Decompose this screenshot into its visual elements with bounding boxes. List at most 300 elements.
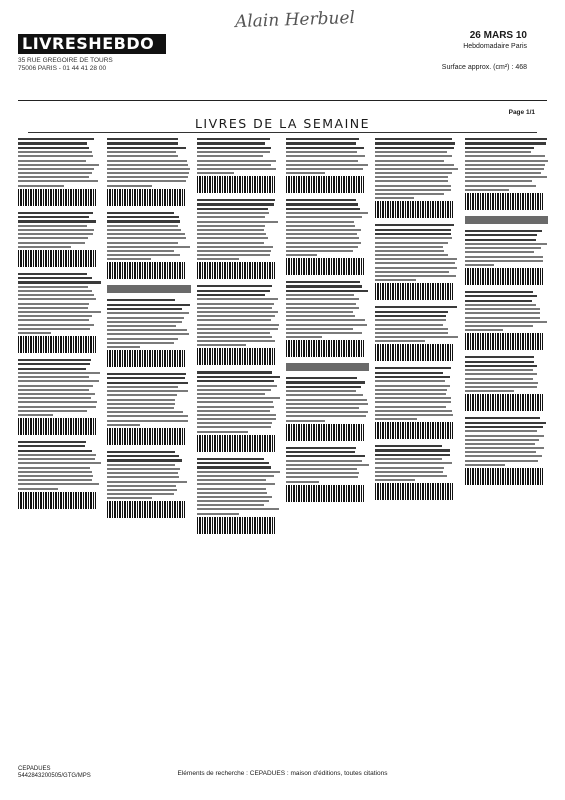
text-line: [18, 142, 87, 144]
text-line: [18, 406, 96, 408]
text-line: [465, 260, 543, 262]
text-line: [197, 431, 248, 433]
book-entry: [465, 417, 548, 485]
text-line: [197, 376, 280, 378]
text-line: [286, 464, 369, 466]
text-line: [465, 168, 544, 170]
text-line: [286, 250, 353, 252]
isbn-barcode: [197, 435, 275, 452]
book-entry: [465, 138, 548, 210]
text-line: [18, 397, 91, 399]
text-line: [465, 329, 503, 331]
text-line: [286, 138, 359, 140]
text-line: [18, 180, 98, 182]
entry-text: [107, 451, 190, 500]
text-line: [107, 155, 178, 157]
text-line: [197, 344, 246, 346]
text-line: [107, 399, 174, 401]
entry-text: [465, 138, 548, 191]
text-line: [18, 147, 89, 149]
book-entry: [375, 224, 458, 300]
text-line: [375, 340, 425, 342]
page-number: Page 1/1: [508, 109, 535, 116]
text-line: [286, 246, 358, 248]
text-line: [375, 151, 446, 153]
text-line: [107, 394, 176, 396]
text-line: [465, 373, 537, 375]
isbn-barcode: [197, 262, 275, 279]
isbn-barcode: [197, 517, 275, 534]
isbn-barcode: [465, 394, 543, 411]
entry-text: [197, 371, 280, 432]
text-line: [107, 415, 188, 417]
text-line: [465, 455, 542, 457]
text-line: [465, 390, 515, 392]
text-line: [465, 443, 536, 445]
text-line: [107, 308, 181, 310]
text-line: [107, 342, 174, 344]
text-line: [18, 216, 89, 218]
text-line: [197, 492, 267, 494]
text-line: [375, 160, 444, 162]
book-entry: [465, 230, 548, 285]
text-line: [375, 172, 452, 174]
text-line: [375, 142, 455, 144]
entry-text: [107, 299, 190, 348]
text-line: [18, 246, 71, 248]
text-line: [465, 243, 547, 245]
text-line: [107, 299, 175, 301]
isbn-barcode: [286, 485, 364, 502]
text-line: [375, 324, 443, 326]
handwritten-signature: Alain Herbuel: [234, 7, 356, 33]
publication-logo: LIVRESHEBDO: [18, 34, 166, 54]
text-line: [18, 458, 95, 460]
text-line: [197, 371, 273, 373]
entry-text: [197, 199, 280, 260]
text-line: [465, 185, 537, 187]
text-line: [465, 386, 537, 388]
book-entry: [107, 212, 190, 280]
category-band: [286, 363, 369, 371]
text-line: [465, 426, 543, 428]
text-line: [286, 142, 356, 144]
text-line: [465, 300, 533, 302]
text-line: [375, 454, 449, 456]
text-line: [107, 176, 188, 178]
text-line: [286, 420, 325, 422]
text-line: [465, 382, 539, 384]
text-line: [465, 369, 534, 371]
book-entry: [107, 138, 190, 206]
text-line: [197, 504, 264, 506]
text-line: [197, 332, 271, 334]
text-line: [375, 445, 442, 447]
text-line: [286, 237, 359, 239]
text-line: [18, 328, 90, 330]
text-line: [375, 189, 451, 191]
text-line: [465, 189, 510, 191]
text-line: [107, 464, 175, 466]
text-line: [18, 225, 87, 227]
text-line: [197, 138, 270, 140]
text-line: [375, 385, 450, 387]
isbn-barcode: [18, 336, 96, 353]
text-line: [197, 336, 272, 338]
text-line: [197, 160, 276, 162]
text-line: [197, 466, 271, 468]
text-line: [18, 242, 85, 244]
text-line: [18, 324, 94, 326]
entry-text: [375, 306, 458, 342]
text-line: [375, 462, 452, 464]
text-line: [465, 251, 534, 253]
text-line: [286, 336, 322, 338]
text-line: [286, 451, 355, 453]
text-line: [107, 172, 189, 174]
book-entry: [375, 445, 458, 500]
text-line: [18, 160, 86, 162]
text-line: [18, 185, 64, 187]
text-line: [465, 138, 548, 140]
text-line: [18, 376, 89, 378]
entry-text: [465, 230, 548, 266]
listing-column: [286, 138, 369, 760]
text-line: [18, 450, 92, 452]
text-line: [107, 338, 178, 340]
book-entry: [18, 212, 101, 267]
text-line: [286, 203, 358, 205]
text-line: [107, 212, 174, 214]
book-entry: [18, 359, 101, 435]
text-line: [197, 311, 279, 313]
text-line: [375, 224, 454, 226]
book-entry: [465, 291, 548, 350]
text-line: [107, 246, 190, 248]
text-line: [107, 180, 186, 182]
text-line: [18, 298, 96, 300]
isbn-barcode: [465, 333, 543, 350]
text-line: [107, 497, 152, 499]
text-line: [197, 328, 278, 330]
text-line: [18, 372, 100, 374]
text-line: [197, 458, 265, 460]
text-line: [18, 220, 96, 222]
entry-text: [375, 224, 458, 281]
text-line: [197, 242, 264, 244]
text-line: [18, 155, 93, 157]
text-line: [465, 361, 534, 363]
text-line: [197, 142, 265, 144]
text-line: [18, 311, 101, 313]
text-line: [465, 464, 506, 466]
text-line: [286, 168, 363, 170]
text-line: [286, 294, 354, 296]
text-line: [375, 315, 446, 317]
text-line: [107, 242, 178, 244]
text-line: [286, 160, 358, 162]
text-line: [197, 199, 276, 201]
text-line: [107, 451, 175, 453]
text-line: [197, 406, 275, 408]
text-line: [375, 250, 444, 252]
text-line: [197, 168, 276, 170]
text-line: [18, 273, 87, 275]
text-line: [18, 368, 86, 370]
listing-columns: [18, 138, 548, 760]
text-line: [107, 459, 182, 461]
isbn-barcode: [286, 258, 364, 275]
text-line: [286, 281, 360, 283]
text-line: [18, 168, 94, 170]
text-line: [107, 225, 177, 227]
text-line: [465, 151, 532, 153]
text-line: [286, 324, 367, 326]
text-line: [375, 410, 451, 412]
text-line: [375, 279, 415, 281]
text-line: [286, 328, 353, 330]
text-line: [107, 254, 180, 256]
text-line: [465, 460, 539, 462]
text-line: [286, 394, 363, 396]
text-line: [375, 397, 450, 399]
entry-text: [18, 212, 101, 248]
text-line: [375, 254, 448, 256]
text-line: [375, 185, 451, 187]
text-line: [197, 151, 271, 153]
listing-column: [375, 138, 458, 760]
listing-column: [197, 138, 280, 760]
text-line: [286, 242, 361, 244]
text-line: [465, 160, 548, 162]
text-line: [465, 435, 544, 437]
isbn-barcode: [375, 422, 453, 439]
text-line: [375, 328, 448, 330]
text-line: [18, 212, 93, 214]
text-line: [286, 460, 362, 462]
text-line: [197, 315, 275, 317]
text-line: [107, 489, 176, 491]
text-line: [286, 199, 356, 201]
text-line: [107, 151, 176, 153]
text-line: [375, 458, 442, 460]
book-entry: [107, 373, 190, 445]
isbn-barcode: [286, 176, 364, 193]
text-line: [18, 445, 85, 447]
text-line: [197, 203, 274, 205]
text-line: [18, 290, 92, 292]
entry-text: [107, 373, 190, 426]
text-line: [375, 180, 447, 182]
text-line: [465, 264, 495, 266]
text-line: [197, 401, 273, 403]
text-line: [107, 333, 189, 335]
entry-text: [18, 273, 101, 334]
book-entry: [465, 356, 548, 411]
text-line: [107, 233, 185, 235]
text-line: [286, 212, 368, 214]
text-line: [18, 319, 89, 321]
text-line: [107, 216, 179, 218]
text-line: [465, 365, 537, 367]
text-line: [107, 317, 183, 319]
text-line: [286, 155, 365, 157]
entry-text: [107, 138, 190, 187]
isbn-barcode: [197, 176, 275, 193]
text-line: [107, 160, 186, 162]
text-line: [465, 147, 534, 149]
text-line: [375, 471, 443, 473]
text-line: [18, 303, 89, 305]
book-entry: [286, 199, 369, 275]
publisher-address: [18, 57, 113, 73]
text-line: [375, 380, 444, 382]
entry-text: [286, 377, 369, 421]
entry-text: [107, 212, 190, 261]
text-line: [375, 393, 446, 395]
text-line: [197, 500, 269, 502]
text-line: [18, 467, 90, 469]
text-line: [18, 488, 58, 490]
text-line: [197, 147, 272, 149]
text-line: [465, 356, 534, 358]
text-line: [107, 321, 181, 323]
text-line: [18, 393, 95, 395]
text-line: [465, 447, 545, 449]
text-line: [286, 233, 357, 235]
text-line: [286, 298, 359, 300]
text-line: [286, 225, 355, 227]
text-line: [465, 172, 541, 174]
text-line: [107, 411, 183, 413]
text-line: [18, 237, 88, 239]
text-line: [197, 221, 278, 223]
text-line: [286, 208, 360, 210]
text-line: [286, 221, 354, 223]
text-line: [286, 285, 362, 287]
surface-area: Surface approx. (cm²) : 468: [441, 64, 527, 71]
isbn-barcode: [375, 201, 453, 218]
text-line: [197, 237, 269, 239]
text-line: [107, 312, 188, 314]
text-line: [107, 229, 180, 231]
text-line: [465, 295, 537, 297]
text-line: [465, 325, 533, 327]
text-line: [375, 271, 449, 273]
text-line: [375, 376, 449, 378]
text-line: [375, 367, 451, 369]
text-line: [107, 476, 179, 478]
text-line: [197, 488, 266, 490]
text-line: [197, 225, 265, 227]
text-line: [375, 258, 457, 260]
text-line: [197, 303, 275, 305]
text-line: [18, 315, 92, 317]
text-line: [18, 286, 88, 288]
text-line: [18, 332, 51, 334]
entry-text: [375, 445, 458, 481]
text-line: [286, 386, 361, 388]
text-line: [375, 168, 458, 170]
text-line: [197, 422, 272, 424]
text-line: [18, 414, 53, 416]
text-line: [197, 233, 267, 235]
text-line: [197, 294, 266, 296]
text-line: [197, 471, 280, 473]
entry-text: [465, 291, 548, 331]
text-line: [465, 317, 540, 319]
text-line: [18, 164, 99, 166]
section-title: LIVRES DE LA SEMAINE: [194, 116, 371, 131]
entry-text: [465, 356, 548, 392]
text-line: [197, 290, 271, 292]
isbn-barcode: [18, 250, 96, 267]
text-line: [286, 229, 361, 231]
text-line: [197, 426, 271, 428]
text-line: [286, 411, 368, 413]
text-line: [286, 403, 368, 405]
text-line: [18, 479, 92, 481]
isbn-barcode: [375, 283, 453, 300]
text-line: [18, 229, 94, 231]
isbn-barcode: [18, 492, 96, 509]
text-line: [465, 378, 533, 380]
text-line: [286, 172, 325, 174]
isbn-barcode: [286, 340, 364, 357]
text-line: [18, 410, 87, 412]
text-line: [18, 294, 94, 296]
text-line: [286, 147, 364, 149]
publication-frequency: Hebdomadaire Paris: [463, 43, 527, 50]
text-line: [197, 389, 271, 391]
text-line: [107, 407, 174, 409]
text-line: [286, 216, 362, 218]
footer-line: CEPADUES: [18, 766, 51, 772]
text-line: [107, 147, 186, 149]
header-divider: [18, 100, 547, 101]
text-line: [107, 481, 187, 483]
text-line: [286, 311, 353, 313]
text-line: [197, 414, 276, 416]
book-entry: [18, 441, 101, 509]
text-line: [107, 346, 140, 348]
text-line: [286, 290, 368, 292]
text-line: [375, 467, 443, 469]
text-line: [375, 336, 458, 338]
text-line: [107, 220, 180, 222]
text-line: [18, 471, 92, 473]
text-line: [286, 377, 357, 379]
text-line: [286, 399, 367, 401]
text-line: [197, 393, 265, 395]
text-line: [107, 250, 174, 252]
text-line: [465, 308, 540, 310]
text-line: [286, 254, 317, 256]
text-line: [375, 233, 450, 235]
book-entry: [286, 138, 369, 193]
isbn-barcode: [465, 468, 543, 485]
text-line: [197, 216, 265, 218]
text-line: [375, 406, 445, 408]
text-line: [107, 377, 185, 379]
book-entry: [18, 273, 101, 353]
text-line: [375, 155, 451, 157]
text-line: [465, 321, 547, 323]
address-line: 75006 PARIS - 01 44 41 28 00: [18, 65, 107, 72]
text-line: [197, 385, 277, 387]
text-line: [286, 468, 357, 470]
text-line: [18, 176, 89, 178]
